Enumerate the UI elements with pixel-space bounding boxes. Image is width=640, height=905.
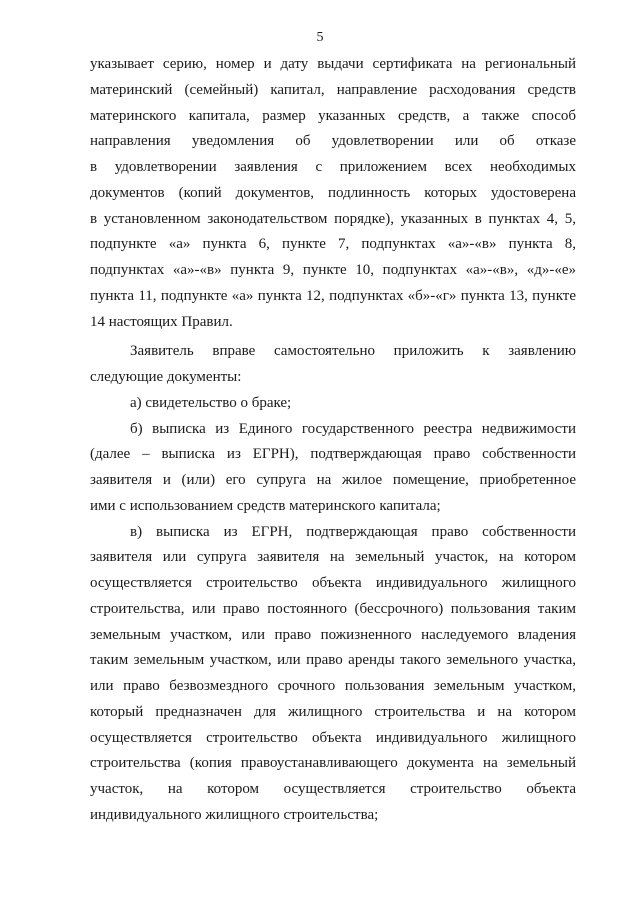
- text-line: индивидуального жилищного строительства;: [90, 806, 379, 823]
- text-line: осуществляется строительство объекта индивидуального жилищного: [90, 729, 576, 746]
- paragraph: [90, 520, 576, 829]
- page-number: 5: [316, 30, 324, 45]
- text-line: (далее – выписка из ЕГРН), подтверждающая право собственности: [90, 446, 576, 463]
- text-line: подпунктах «а»-«в» пункта 9, пункте 10, подпунктах «а»-«в», «д»-«е»: [90, 262, 576, 278]
- text-line: заявителя или супруга заявителя на земельный участок, на котором: [90, 549, 576, 566]
- text-line: строительства (копия правоустанавливающего документа на земельный: [90, 755, 576, 772]
- text-line: в установленном законодательством порядке), указанных в пунктах 4, 5,: [90, 210, 576, 227]
- text-line: или право безвозмездного срочного пользования земельным участком,: [90, 678, 576, 694]
- text-line: заявителя и (или) его супруга на жилое помещение, приобретенное: [90, 472, 576, 488]
- text-line: материнского капитала, размер указанных средств, а также способ: [90, 107, 576, 124]
- text-line: в удовлетворении заявления с приложением всех необходимых: [90, 159, 576, 175]
- paragraph: [90, 339, 576, 391]
- text-line: подпункте «а» пункта 6, пункте 7, подпунктах «а»-«в» пункта 8,: [90, 236, 576, 253]
- text-line: участок, на котором осуществляется строительство объекта: [90, 781, 576, 797]
- text-line: 14 настоящих Правил.: [90, 313, 233, 330]
- text-line: а) свидетельство о браке;: [130, 394, 292, 411]
- text-line: в) выписка из ЕГРН, подтверждающая право собственности: [130, 523, 576, 540]
- text-line: пункта 11, подпункте «а» пункта 12, подпунктах «б»-«г» пункта 13, пункте: [90, 287, 576, 304]
- text-line: Заявитель вправе самостоятельно приложить к заявлению: [130, 343, 576, 360]
- paragraph: [90, 417, 576, 520]
- paragraph: [90, 391, 576, 417]
- text-line: материнский (семейный) капитал, направление расходования средств: [90, 81, 576, 98]
- text-line: осуществляется строительство объекта индивидуального жилищного: [90, 575, 576, 591]
- document-body: [90, 52, 576, 829]
- text-line: таким земельным участком, или право аренды такого земельного участка,: [90, 652, 576, 669]
- text-line: земельным участком, или право пожизненного наследуемого владения: [90, 626, 576, 643]
- paragraph: [90, 52, 576, 335]
- text-line: ими с использованием средств материнского капитала;: [90, 497, 441, 514]
- text-line: следующие документы:: [90, 369, 242, 385]
- text-line: который предназначен для жилищного строительства и на котором: [90, 703, 576, 720]
- text-line: строительства, или право постоянного (бессрочного) пользования таким: [90, 600, 576, 617]
- text-line: указывает серию, номер и дату выдачи сертификата на региональный: [90, 56, 576, 72]
- text-line: документов (копий документов, подлинность которых удостоверена: [90, 184, 576, 201]
- text-line: б) выписка из Единого государственного реестра недвижимости: [130, 420, 576, 437]
- text-line: направления уведомления об удовлетворении или об отказе: [90, 133, 576, 150]
